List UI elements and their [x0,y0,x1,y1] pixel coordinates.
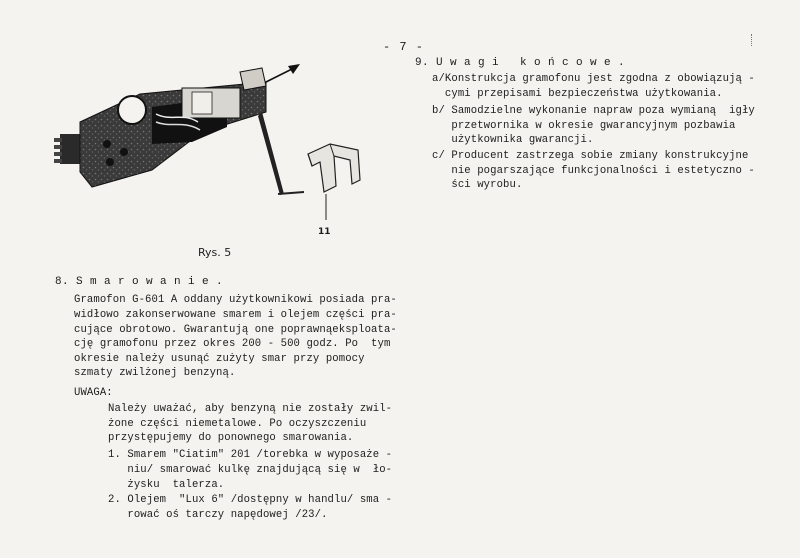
figure-caption: Rys. 5 [198,246,232,259]
section-9-item-b-line-3: użytkownika gwarancji. [432,134,594,146]
step-2-line-1: 2. Olejem "Lux 6" /dostępny w handlu/ sma - [108,494,393,506]
section-8-paragraph-line-5: okresie należy usunąć zużyty smar przy pomocy [74,353,365,365]
section-9-item-b-line-2: przetwornika w okresie gwarancyjnym pozbawia [432,120,736,132]
section-8-paragraph-line-2: widłowo zakonserwowane smarem i olejem części pra- [74,309,397,321]
section-9-item-a-line-1: a/Konstrukcja gramofonu jest zgodna z obowiązują - [432,73,755,85]
note-label: UWAGA: [74,387,113,399]
step-1-line-1: 1. Smarem "Ciatim" 201 /torebka w wyposaże - [108,449,393,461]
note-line-3: przystępujemy do ponownego smarowania. [108,432,354,444]
direction-arrow [266,68,294,82]
section-9-item-a-line-2: cymi przepisami bezpieczeństwa użytkowania. [432,88,723,100]
page-number: - 7 - [383,40,425,54]
part-label-11: 11 [318,227,331,237]
scan-mark [751,34,753,46]
section-8-paragraph-line-4: cję gramofonu przez okres 200 - 500 godz. Po tym [74,338,391,350]
section-8-heading: 8. S m a r o w a n i e . [55,276,224,288]
section-8-paragraph-line-1: Gramofon G-601 A oddany użytkownikowi posiada pra- [74,294,397,306]
step-1-line-2: niu/ smarować kulkę znajdującą się w ło- [108,464,393,476]
finger-lift [258,112,284,195]
step-2-line-2: rować oś tarczy napędowej /23/. [108,509,328,521]
finger-hole [118,96,146,124]
section-8-paragraph-line-3: cujące obrotowo. Gwarantują one poprawnąeksploata- [74,324,397,336]
note-line-2: żone części niemetalowe. Po oczyszczeniu [108,418,367,430]
section-8-paragraph-line-6: szmaty zwilżonej benzyną. [74,367,236,379]
part-11-clip-icon [300,140,370,228]
section-9-item-b-line-1: b/ Samodzielne wykonanie napraw poza wymianą igły [432,105,755,117]
cartridge-illustration [52,52,312,202]
section-9-item-c-line-3: ści wyrobu. [432,179,523,191]
section-9-heading: 9. U w a g i k o ń c o w e . [415,57,626,69]
section-9-item-c-line-2: nie pogarszające funkcjonalności i estetyczno - [432,165,755,177]
section-9-item-c-line-1: c/ Producent zastrzega sobie zmiany konstrukcyjne [432,150,749,162]
connector-pins [54,134,80,164]
step-1-line-3: żysku talerza. [108,479,225,491]
note-line-1: Należy uważać, aby benzyną nie zostały zwil- [108,403,393,415]
